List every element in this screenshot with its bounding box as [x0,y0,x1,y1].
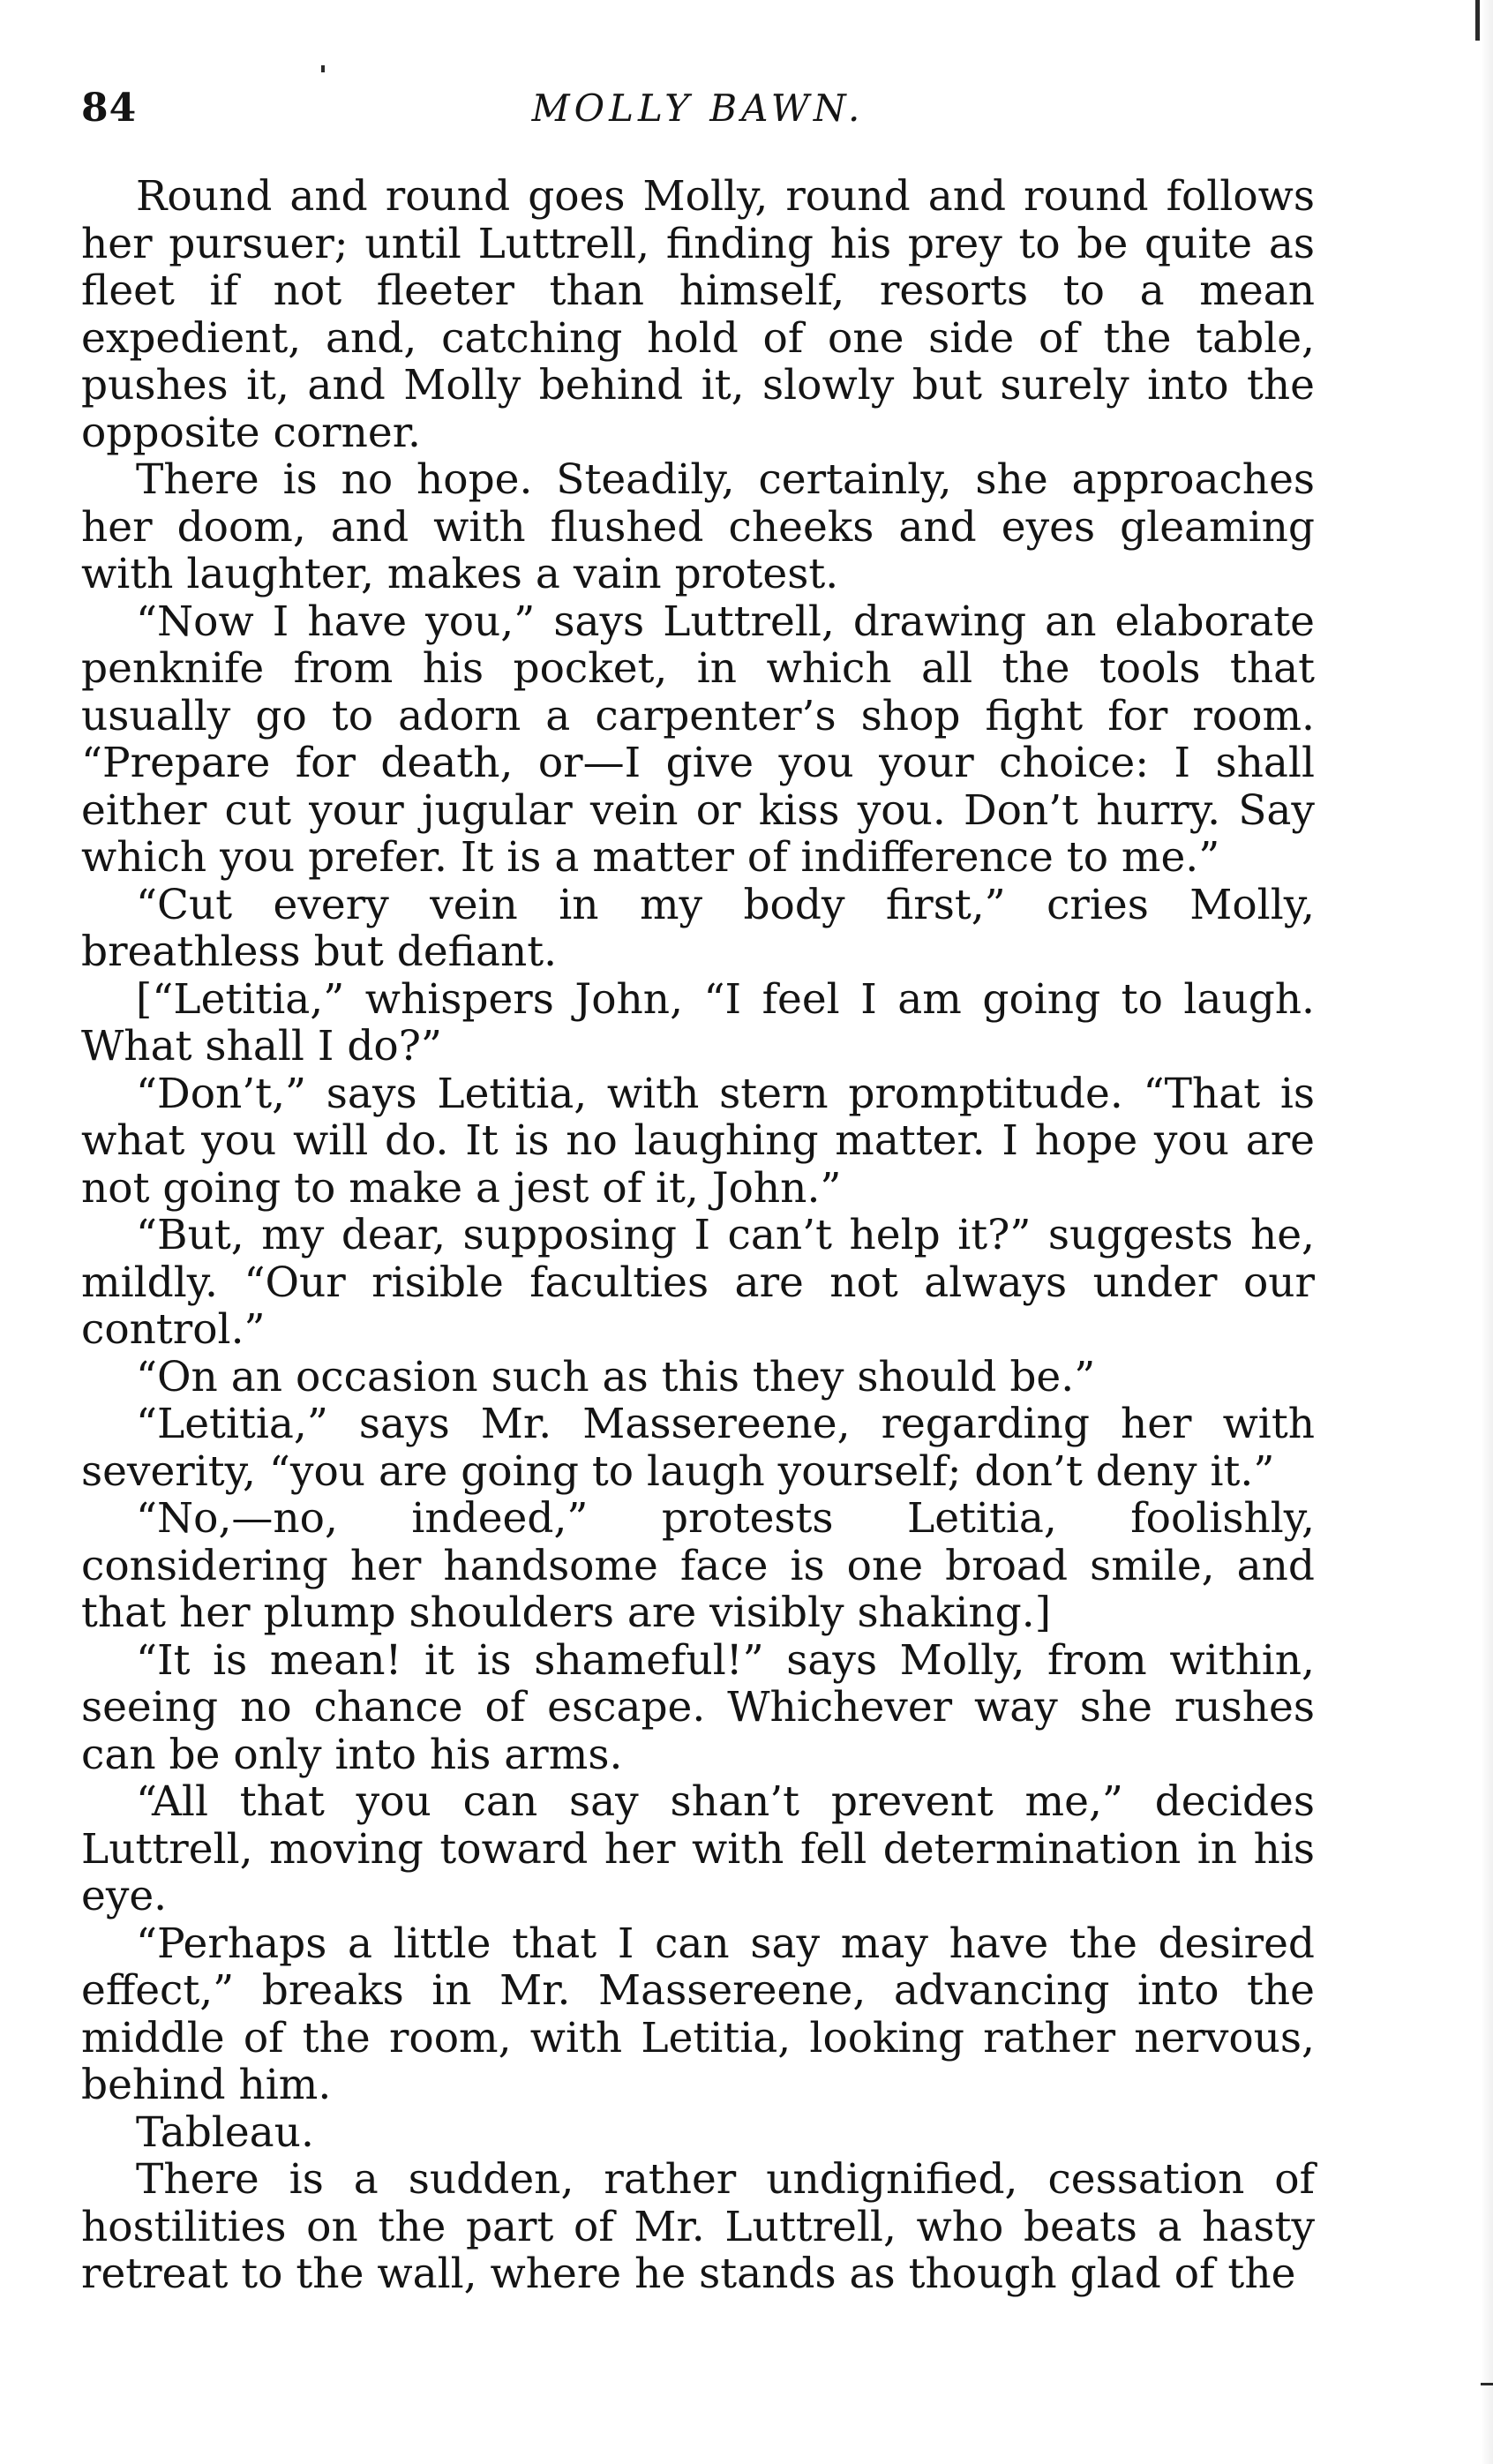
scan-mark [1475,0,1480,41]
scan-mark [321,65,325,72]
paragraph: “But, my dear, supposing I can’t help it?” suggests he, mildly. “Our risible faculties are not always under our control.” [81,1211,1315,1354]
paragraph: “All that you can say shan’t prevent me,” decides Luttrell, moving toward her with fell determination in his eye. [81,1777,1315,1920]
paragraph: “No,—no, indeed,” protests Letitia, foolishly, considering her handsome face is one broad smile, and that her plump shoulders are visibly shaking.] [81,1494,1315,1637]
body-text [81,173,1315,2298]
paragraph: There is a sudden, rather undignified, cessation of hostilities on the part of Mr. Luttrell, who beats a hasty retreat to the wall, where he stands as though glad of the [81,2155,1315,2298]
paragraph: Tableau. [136,2107,314,2157]
paragraph: “On an occasion such as this they should be.” [136,1352,1096,1401]
paragraph: “Perhaps a little that I can say may have the desired effect,” breaks in Mr. Massereene, advancing into the middle of the room, with Letitia, looking rather nervous, behind him. [81,1919,1315,2109]
paragraph: “Don’t,” says Letitia, with stern promptitude. “That is what you will do. It is no laughing matter. I hope you are not going to make a jest of it, John.” [81,1069,1315,1213]
paragraph: [“Letitia,” whispers John, “I feel I am going to laugh. What shall I do?” [81,974,1315,1070]
running-head [81,78,1315,139]
running-title: MOLLY BAWN. [531,86,865,130]
paragraph: Round and round goes Molly, round and round follows her pursuer; until Luttrell, finding his prey to be quite as fleet if not fleeter than himself, resorts to a mean expedient, and, catching hold of one side of the table, pushes it, and Molly behind it, slowly but surely into the opposite corner. [81,172,1315,457]
paragraph: “Letitia,” says Mr. Massereene, regarding her with severity, “you are going to laugh yourself; don’t deny it.” [81,1400,1315,1496]
paragraph: There is no hope. Steadily, certainly, she approaches her doom, and with flushed cheeks and eyes gleaming with laughter, makes a vain protest. [81,455,1315,598]
page-number: 84 [81,86,138,131]
paragraph: “Cut every vein in my body first,” cries Molly, breathless but defiant. [81,880,1315,976]
paragraph: “It is mean! it is shameful!” says Molly, from within, seeing no chance of escape. Whichever way she rushes can be only into his arms. [81,1635,1315,1779]
paragraph: “Now I have you,” says Luttrell, drawing an elaborate penknife from his pocket, in which all the tools that usually go to adorn a carpenter’s shop fight for room. “Prepare for death, or—I give you your choice: I shall either cut your jugular vein or kiss you. Don’t hurry. Say which you prefer. It is a matter of indifference to me.” [81,597,1315,882]
page-edge-shadow [1481,0,1493,2464]
